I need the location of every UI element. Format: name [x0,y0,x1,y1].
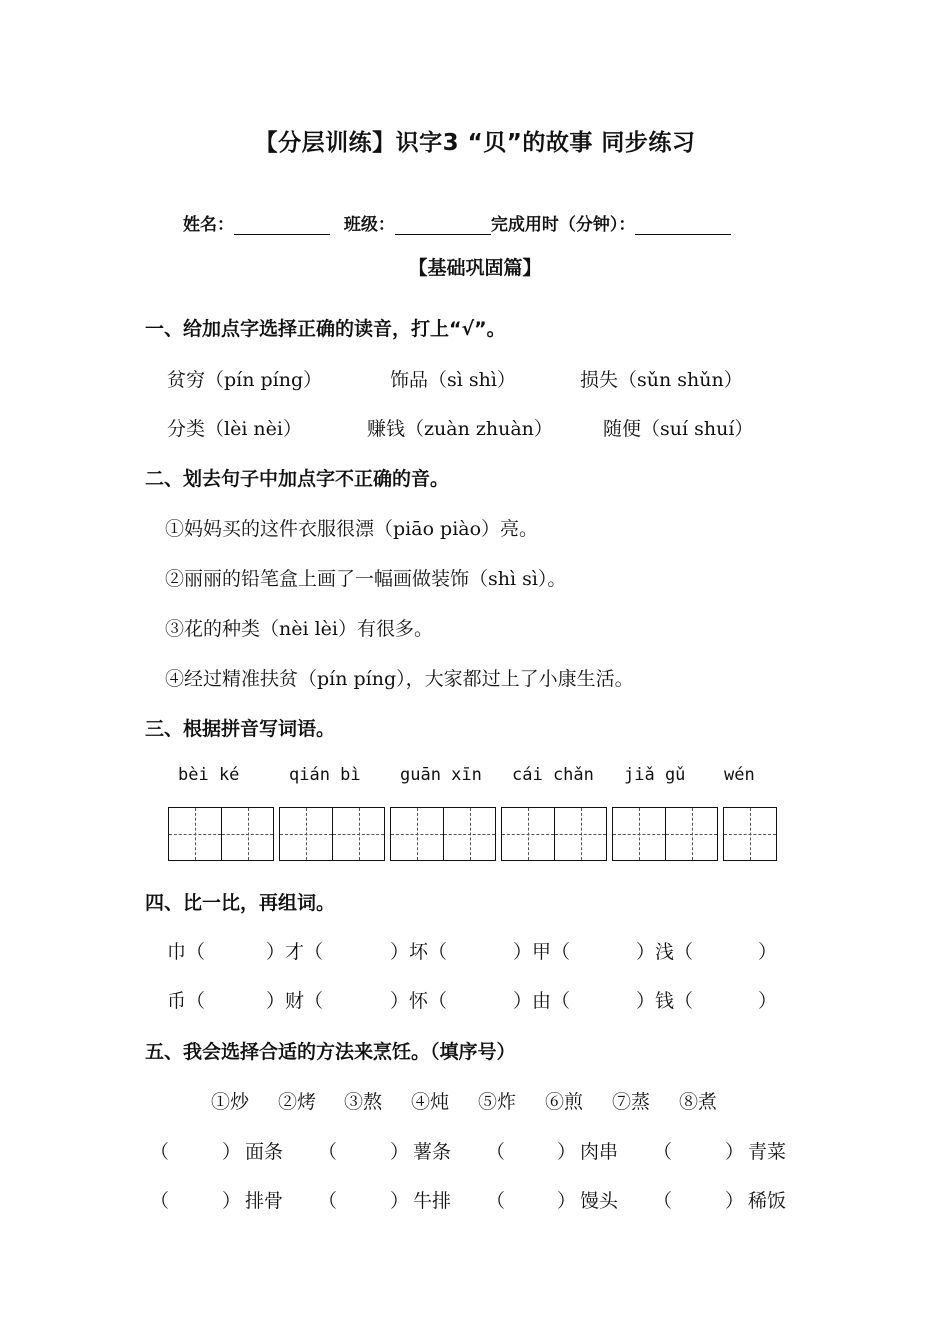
cooking-option: ⑤炸 [478,1091,517,1113]
grid-cell[interactable] [169,808,221,860]
q4-item: ）由（ [513,990,571,1012]
cooking-option: ②烤 [278,1091,317,1113]
q1-heading: 一、给加点字选择正确的读音，打上“√”。 [145,318,506,340]
q4-heading: 四、比一比，再组词。 [145,892,336,914]
q2-item: ④经过精准扶贫（pín píng），大家都过上了小康生活。 [165,668,634,690]
answer-paren-close: ） [557,1190,577,1212]
pinyin-label: cái chǎn [512,765,594,785]
pinyin-label: bèi ké [178,765,240,785]
q5-heading: 五、我会选择合适的方法来烹饪。（填序号） [145,1041,516,1063]
grid-cell[interactable] [724,808,776,860]
answer-paren-open: （ [486,1141,506,1163]
cooking-option: ⑥煎 [545,1091,584,1113]
q4-item: ） [758,990,778,1012]
q2-heading: 二、划去句子中加点字不正确的音。 [145,468,450,490]
q4-item: ）财（ [266,990,324,1012]
answer-paren-close: ） [222,1141,242,1163]
grid-cell[interactable] [502,808,554,860]
food-item: 排骨 [245,1190,284,1212]
writing-grid[interactable] [168,807,274,861]
q1-item: 损失（sǔn shǔn） [580,369,743,391]
answer-paren-open: （ [653,1190,673,1212]
answer-paren-open: （ [150,1141,170,1163]
q4-item: ） [758,941,778,963]
food-item: 馒头 [580,1190,619,1212]
q2-item: ③花的种类（nèi lèi）有很多。 [165,618,433,640]
grid-cell[interactable] [554,808,606,860]
food-item: 稀饭 [748,1190,787,1212]
answer-paren-close: ） [390,1141,410,1163]
name-blank[interactable] [234,216,330,235]
q1-item: 随便（suí shuí） [603,418,754,440]
q2-item: ②丽丽的铅笔盒上画了一幅画做装饰（shì sì）。 [165,568,567,590]
q4-item: ）坏（ [390,941,448,963]
food-item: 青菜 [748,1141,787,1163]
q4-item: ）钱（ [636,990,694,1012]
answer-paren-open: （ [318,1190,338,1212]
q1-item: 贫穷（pín píng） [167,369,323,391]
cooking-option: ③熬 [344,1091,383,1113]
pinyin-label: guān xīn [400,765,482,785]
q3-heading: 三、根据拼音写词语。 [145,718,336,740]
writing-grid[interactable] [612,807,718,861]
q1-item: 赚钱（zuàn zhuàn） [367,418,553,440]
grid-cell[interactable] [443,808,495,860]
answer-paren-open: （ [653,1141,673,1163]
q4-item: 巾（ [167,941,206,963]
cooking-option: ④炖 [411,1091,450,1113]
answer-paren-close: ） [725,1141,745,1163]
pinyin-label: jiǎ gǔ [624,765,686,785]
time-blank[interactable] [635,216,731,235]
q1-item: 分类（lèi nèi） [167,418,302,440]
writing-grid[interactable] [723,807,777,861]
food-item: 薯条 [413,1141,452,1163]
answer-paren-close: ） [557,1141,577,1163]
answer-paren-close: ） [725,1190,745,1212]
pinyin-label: wén [724,765,755,785]
pinyin-label: qián bì [289,765,361,785]
section-tag: 【基础巩固篇】 [408,257,542,279]
q4-item: ）浅（ [636,941,694,963]
answer-paren-open: （ [150,1190,170,1212]
answer-paren-open: （ [486,1190,506,1212]
cooking-option: ①炒 [211,1091,250,1113]
grid-cell[interactable] [665,808,717,860]
cooking-option: ⑦蒸 [612,1091,651,1113]
food-item: 牛排 [413,1190,452,1212]
class-label: 班级： [343,215,395,235]
food-item: 面条 [245,1141,284,1163]
grid-cell[interactable] [332,808,384,860]
grid-cell[interactable] [221,808,273,860]
grid-cell[interactable] [613,808,665,860]
q4-item: ）甲（ [513,941,571,963]
q2-item: ①妈妈买的这件衣服很漂（piāo piào）亮。 [165,518,539,540]
class-blank[interactable] [395,216,491,235]
writing-grid[interactable] [279,807,385,861]
time-label: 完成用时（分钟）： [490,215,636,235]
q4-item: 币（ [167,990,206,1012]
answer-paren-close: ） [390,1190,410,1212]
q4-item: ）才（ [266,941,324,963]
writing-grid[interactable] [390,807,496,861]
grid-cell[interactable] [280,808,332,860]
student-info-row [183,210,739,235]
q4-item: ）怀（ [390,990,448,1012]
food-item: 肉串 [580,1141,619,1163]
q1-item: 饰品（sì shì） [390,369,516,391]
writing-grid[interactable] [501,807,607,861]
answer-paren-close: ） [222,1190,242,1212]
name-label: 姓名： [183,215,234,235]
grid-cell[interactable] [391,808,443,860]
answer-paren-open: （ [318,1141,338,1163]
page-title: 【分层训练】识字3 “贝”的故事 同步练习 [254,130,696,156]
cooking-option: ⑧煮 [679,1091,718,1113]
